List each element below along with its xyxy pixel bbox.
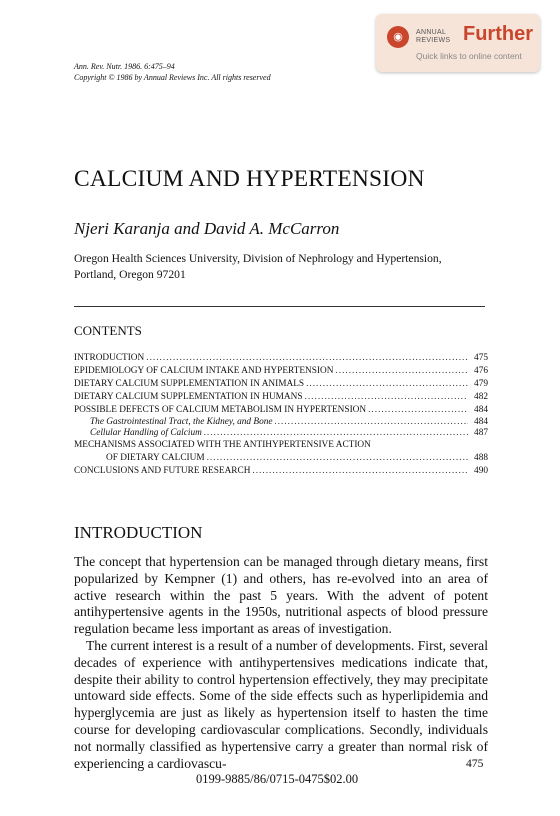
toc-entry-title: OF DIETARY CALCIUM	[106, 453, 205, 463]
toc-subentry[interactable]	[74, 428, 488, 439]
toc-entry-title: The Gastrointestinal Tract, the Kidney, and Bone	[90, 417, 273, 427]
toc-entry[interactable]	[74, 352, 488, 365]
toc-entry-title: POSSIBLE DEFECTS OF CALCIUM METABOLISM IN HYPERTENSION	[74, 405, 367, 415]
toc-leader	[306, 378, 468, 391]
toc-entry-page: 476	[474, 366, 488, 376]
toc-leader	[146, 352, 468, 365]
toc-leader	[275, 417, 469, 428]
article-authors: Njeri Karanja and David A. McCarron	[74, 219, 340, 238]
toc-entry[interactable]	[74, 439, 488, 452]
section-heading: INTRODUCTION	[74, 523, 203, 542]
annual-reviews-logo-icon: ◉	[387, 26, 409, 48]
page-number: 475	[466, 757, 484, 770]
toc-entry-title: CONCLUSIONS AND FUTURE RESEARCH	[74, 466, 251, 476]
toc-entry-title: INTRODUCTION	[74, 353, 145, 363]
toc-leader	[207, 452, 468, 465]
article-title: CALCIUM AND HYPERTENSION	[74, 166, 425, 192]
issn-line: 0199-9885/86/0715-0475$02.00	[196, 772, 359, 786]
paragraph: The current interest is a result of a number of developments. First, several decades of experience with antihypertensives medications indicate that, despite their ability to control hypertension effectively, they may precipitate untoward side effects. Some of the side effects such as hyperlipidemia and hyperglycemia are just as likely as hypertension itself to hasten the time course for developing cardiovascular complications. Secondly, individuals not normally classified as hypertensive carry a greater than normal risk of experiencing a cardiovascu-	[74, 637, 488, 771]
annual-reviews-label: ANNUAL REVIEWS	[416, 29, 451, 44]
journal-citation	[74, 61, 271, 83]
article-body	[74, 554, 488, 772]
affiliation-line-2: Portland, Oregon 97201	[74, 268, 186, 281]
toc-leader	[368, 404, 468, 417]
toc-entry-continuation[interactable]	[74, 452, 488, 465]
author-affiliation	[74, 251, 442, 283]
table-of-contents	[74, 352, 488, 478]
toc-entry-page: 490	[474, 466, 488, 476]
toc-entry-title: DIETARY CALCIUM SUPPLEMENTATION IN ANIMALS	[74, 379, 305, 389]
annual-reviews-further-banner[interactable]	[376, 14, 540, 72]
toc-leader	[335, 365, 468, 378]
toc-entry[interactable]	[74, 391, 488, 404]
toc-entry-page: 475	[474, 353, 488, 363]
citation-line-2: Copyright © 1986 by Annual Reviews Inc. All rights reserved	[74, 73, 271, 82]
toc-entry-page: 488	[474, 453, 488, 463]
divider	[74, 306, 485, 307]
toc-entry[interactable]	[74, 365, 488, 378]
toc-entry-title: DIETARY CALCIUM SUPPLEMENTATION IN HUMANS	[74, 392, 303, 402]
toc-entry[interactable]	[74, 404, 488, 417]
toc-entry-page: 482	[474, 392, 488, 402]
toc-entry-page: 484	[474, 405, 488, 415]
contents-heading: CONTENTS	[74, 323, 142, 338]
toc-entry-title: EPIDEMIOLOGY OF CALCIUM INTAKE AND HYPERTENSION	[74, 366, 334, 376]
toc-entry-title: MECHANISMS ASSOCIATED WITH THE ANTIHYPERTENSIVE ACTION	[74, 440, 371, 450]
citation-line-1: Ann. Rev. Nutr. 1986. 6:475–94	[74, 62, 175, 71]
toc-entry[interactable]	[74, 465, 488, 478]
toc-subentry[interactable]	[74, 417, 488, 428]
toc-entry-page: 479	[474, 379, 488, 389]
further-label: Further	[463, 23, 533, 45]
paragraph: The concept that hypertension can be managed through dietary means, first popularized by Kempner (1) and others, has re-evolved into an area of active research within the past 5 years. With the advent of potent antihypertensive agents in the 1950s, nutritional aspects of blood pressure regulation became less important as areas of investigation.	[74, 554, 488, 637]
toc-leader	[305, 391, 468, 404]
toc-entry[interactable]	[74, 378, 488, 391]
toc-entry-page: 484	[474, 417, 488, 427]
toc-entry-title: Cellular Handling of Calcium	[90, 428, 202, 438]
toc-leader	[252, 465, 468, 478]
affiliation-line-1: Oregon Health Sciences University, Division of Nephrology and Hypertension,	[74, 252, 442, 265]
toc-leader	[204, 428, 468, 439]
toc-entry-page: 487	[474, 428, 488, 438]
banner-tagline: Quick links to online content	[416, 51, 522, 61]
